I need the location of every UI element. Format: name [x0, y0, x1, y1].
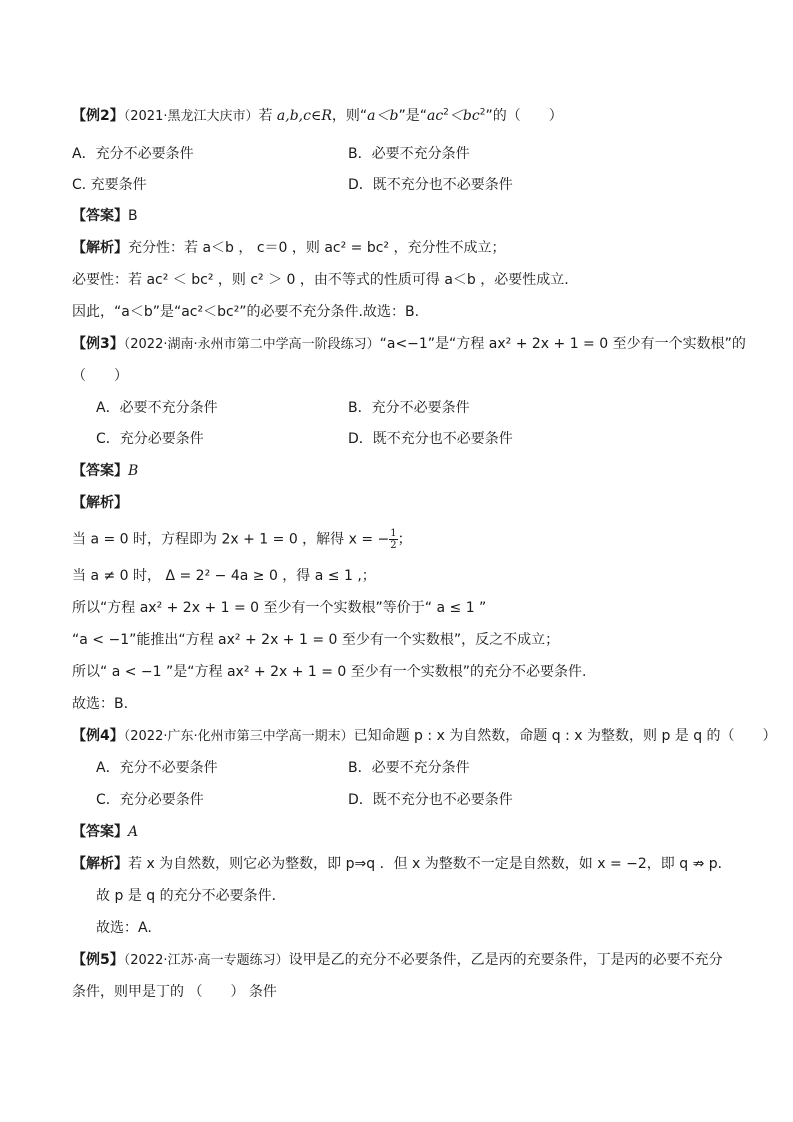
- ex2-answer-tag: 【答案】: [72, 208, 128, 224]
- ex5-stem-1-text: 设甲是乙的充分不必要条件，乙是丙的充要条件，丁是丙的必要不充分: [288, 952, 723, 968]
- ex2-cond2-a: ac: [426, 108, 444, 124]
- ex4-option-b: B．必要不充分条件: [348, 760, 470, 776]
- ex4-stem-text: 已知命题 p : x 为自然数，命题 q : x 为整数，则 p 是 q 的（ ）: [353, 728, 777, 744]
- ex3-tag: 【例3】: [72, 336, 124, 352]
- fraction-numerator: 1: [390, 528, 397, 539]
- ex3-source: （2022·湖南·永州市第二中学高一阶段练习）: [123, 337, 380, 352]
- ex4-option-c: C．充分必要条件: [96, 792, 204, 808]
- ex2-cond2-b: ＜bc: [448, 108, 480, 124]
- ex4-tag: 【例4】: [72, 728, 124, 744]
- ex4-solution-tag: 【解析】: [72, 856, 128, 872]
- ex2-stem-a: 若: [258, 108, 273, 124]
- ex2-solution-3: 因此，“a＜b”是“ac²＜bc²”的必要不充分条件.故选：B.: [72, 304, 420, 320]
- ex4-option-d: D．既不充分也不必要条件: [348, 792, 513, 808]
- ex3-option-d: D．既不充分也不必要条件: [348, 431, 513, 447]
- fraction-denominator: 2: [390, 540, 397, 551]
- ex2-stem-b: ，则“: [331, 108, 368, 124]
- ex3-solution-2: 当 a ≠ 0 时， Δ = 2² − 4a ≥ 0 ，得 a ≤ 1 ,；: [72, 568, 376, 584]
- ex3-solution-6: 故选：B.: [72, 696, 129, 712]
- ex3-solution-5: 所以“ a < −1 ”是“方程 ax² + 2x + 1 = 0 至少有一个实数根”的充分不必要条件.: [72, 664, 587, 680]
- ex3-solution-3: 所以“方程 ax² + 2x + 1 = 0 至少有一个实数根”等价于“ a ≤ 1 ”: [72, 600, 487, 616]
- ex2-answer: [72, 206, 138, 226]
- ex3-solution-1-end: ；: [397, 531, 412, 548]
- ex2-solution-1: [72, 238, 506, 258]
- ex4-stem: [72, 726, 777, 747]
- ex5-stem-2: 条件，则甲是丁的 （ ） 条件: [72, 984, 277, 1000]
- ex3-option-c: C．充分必要条件: [96, 431, 204, 447]
- ex2-stem: 【例2】（2021·黑龙江大庆市）若 a,b,c∈R，则“a＜b”是“$ac^2<bc^2$”的（ ）: [72, 107, 563, 124]
- ex2-option-d: D．既不充分也不必要条件: [348, 177, 513, 193]
- ex2-answer-value: B: [128, 208, 138, 224]
- ex4-answer-tag: 【答案】: [72, 824, 128, 840]
- ex3-solution-tag: 【解析】: [72, 495, 128, 511]
- ex2-stem-d: ”的（ ）: [485, 108, 563, 124]
- ex3-stem-cont: （ ）: [72, 368, 128, 384]
- ex2-option-b: B．必要不充分条件: [348, 146, 470, 162]
- ex2-tag: 【例2】: [72, 108, 124, 124]
- ex4-answer: [72, 822, 138, 842]
- ex2-source: （2021·黑龙江大庆市）: [123, 109, 259, 124]
- ex3-stem-text: “a<−1”是“方程 ax² + 2x + 1 = 0 至少有一个实数根”的: [379, 336, 746, 352]
- ex3-solution-1: [72, 528, 412, 551]
- ex3-option-b: B．充分不必要条件: [348, 400, 470, 416]
- ex2-cond1: a＜b: [367, 108, 399, 124]
- ex3-answer-tag: 【答案】: [72, 463, 128, 479]
- ex4-solution-2: 故 p 是 q 的充分不必要条件．: [96, 888, 286, 904]
- ex2-option-c: C. 充要条件: [72, 177, 147, 193]
- ex2-vars: a,b,c∈R: [276, 108, 332, 124]
- ex3-stem: [72, 334, 746, 355]
- ex3-answer: [72, 461, 138, 481]
- fraction-one-half: [389, 528, 397, 551]
- ex2-solution-1-text: 充分性：若 a＜b ， c＝0 ，则 ac² = bc² ，充分性不成立；: [128, 240, 506, 256]
- ex2-stem-c: ”是“: [398, 108, 427, 124]
- ex4-source: （2022·广东·化州市第三中学高一期末）: [123, 729, 354, 744]
- ex2-solution-2: 必要性：若 ac² ＜ bc² ，则 c² ＞ 0 ，由不等式的性质可得 a＜b ，必要性成立.: [72, 272, 569, 288]
- ex2-option-a: A．充分不必要条件: [72, 146, 194, 162]
- ex4-solution-1: [72, 854, 732, 874]
- ex3-solution-4: “a < −1”能推出“方程 ax² + 2x + 1 = 0 至少有一个实数根”，反之不成立；: [72, 632, 560, 648]
- ex4-answer-value: A: [128, 824, 139, 840]
- ex5-stem-1: [72, 950, 723, 971]
- ex4-solution-3: 故选：A.: [96, 920, 152, 936]
- ex4-option-a: A．充分不必要条件: [96, 760, 218, 776]
- ex2-solution-tag: 【解析】: [72, 240, 128, 256]
- ex5-source: （2022·江苏·高一专题练习）: [123, 953, 289, 968]
- ex5-tag: 【例5】: [72, 952, 124, 968]
- ex3-solution-1-text: 当 a = 0 时，方程即为 2x + 1 = 0 ，解得 x = −: [72, 531, 390, 548]
- ex4-solution-1-text: 若 x 为自然数，则它必为整数，即 p⇒q ．但 x 为整数不一定是自然数，如 x = −2，即 q ⇏ p．: [128, 856, 732, 872]
- ex3-answer-value: B: [128, 463, 139, 479]
- ex3-option-a: A．必要不充分条件: [96, 400, 218, 416]
